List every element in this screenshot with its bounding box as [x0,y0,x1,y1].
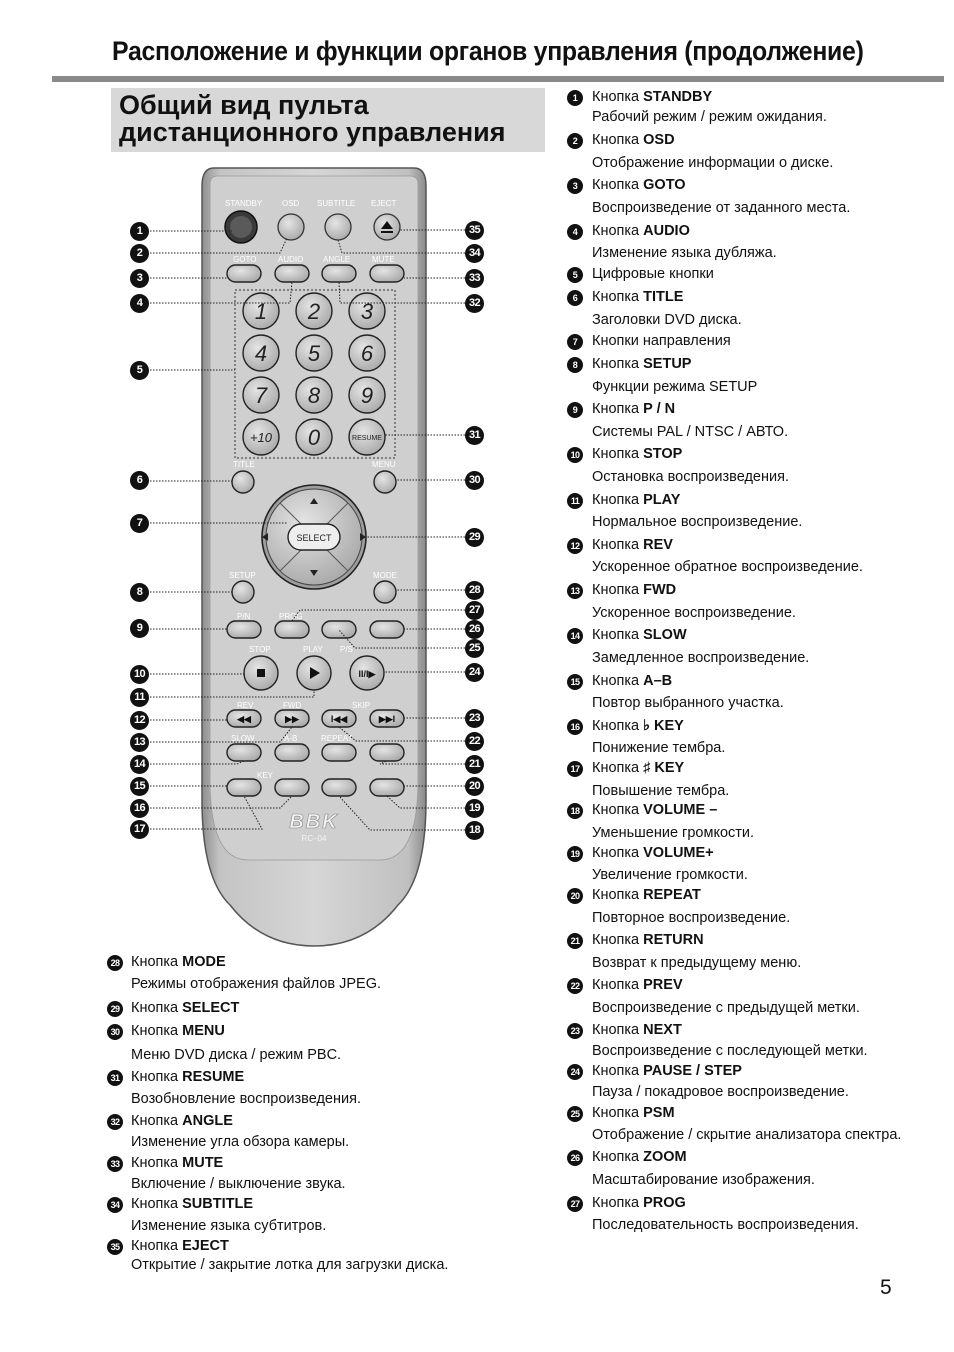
callout-28: 28 [465,581,484,600]
callout-9: 9 [130,619,149,638]
item-desc: Отображение / скрытие анализатора спектра. [592,1127,902,1143]
item-desc: Отображение информации о диске. [592,155,834,171]
item-number: 21 [567,933,583,949]
label-ab: A-B [284,734,298,743]
item-title: Кнопка ANGLE [131,1113,233,1129]
item-title: Кнопка P / N [592,401,676,417]
remote-illustration [112,160,492,950]
select-label: SELECT [296,533,332,543]
item-title: Кнопка SETUP [592,356,692,372]
item-number: 8 [567,357,583,373]
item-title: Кнопка MODE [131,954,226,970]
item-title: Кнопка TITLE [592,289,684,305]
item-title: Кнопка STANDBY [592,89,713,105]
item-title: Кнопка STOP [592,446,683,462]
label-eject: EJECT [371,199,397,208]
digit-3-label: 3 [360,299,374,324]
label-rev: REV [237,701,254,710]
digit-8-label: 8 [307,383,321,408]
fwd-icon: ▶▶ [285,714,299,724]
callout-16: 16 [130,799,149,818]
callout-35: 35 [465,221,484,240]
item-title: Кнопка RESUME [131,1069,245,1085]
item-title: Кнопка FWD [592,582,677,598]
item-number: 1 [567,90,583,106]
item-number: 26 [567,1150,583,1166]
item-number: 31 [107,1070,123,1086]
callout-3: 3 [130,269,149,288]
audio-button [275,265,309,282]
item-number: 20 [567,888,583,904]
page-number: 5 [880,1276,892,1299]
callout-17: 17 [130,820,149,839]
item-desc: Возврат к предыдущему меню. [592,955,802,971]
item-desc: Ускоренное обратное воспроизведение. [592,559,863,575]
item-number: 23 [567,1023,583,1039]
callout-5: 5 [130,361,149,380]
digit-4-label: 4 [254,341,268,366]
item-number: 19 [567,846,583,862]
title-button [232,471,254,493]
callout-30: 30 [465,471,484,490]
callout-33: 33 [465,269,484,288]
item-desc: Заголовки DVD диска. [592,312,742,328]
callout-13: 13 [130,733,149,752]
item-desc: Режимы отображения файлов JPEG. [131,976,382,992]
label-menu: MENU [372,460,396,469]
volume-minus-button [322,779,356,796]
item-number: 24 [567,1064,583,1080]
item-title: Кнопка SELECT [131,1000,240,1016]
item-desc: Понижение тембра. [592,740,726,756]
section-title-line-2: дистанционного управления [119,117,506,147]
page-title: Расположение и функции органов управления (продолжение) [112,36,864,66]
item-title: Кнопка PREV [592,977,683,993]
item-desc: Повышение тембра. [592,783,730,799]
item-title: Кнопка PLAY [592,492,681,508]
callout-32: 32 [465,294,484,313]
item-title: Кнопка NEXT [592,1022,682,1038]
prog-button [275,621,309,638]
item-desc: Нормальное воспроизведение. [592,514,803,530]
item-number: 18 [567,803,583,819]
item-number: 2 [567,133,583,149]
item-number: 7 [567,334,583,350]
item-desc: Возобновление воспроизведения. [131,1091,361,1107]
digit-9-label: 9 [360,383,374,408]
callout-27: 27 [465,601,484,620]
key-sharp-button [275,779,309,796]
slow-button [227,744,261,761]
item-desc: Уменьшение громкости. [592,825,755,841]
ab-button [275,744,309,761]
item-desc: Замедленное воспроизведение. [592,650,810,666]
item-title: Кнопка MUTE [131,1155,224,1171]
item-number: 32 [107,1114,123,1130]
item-title: Кнопка PSM [592,1105,675,1121]
item-number: 17 [567,761,583,777]
item-desc: Функции режима SETUP [592,379,758,395]
stop-icon [257,669,265,677]
callout-22: 22 [465,732,484,751]
item-number: 33 [107,1156,123,1172]
label-pause: P/S [340,645,353,654]
subtitle-button [325,214,351,240]
callout-18: 18 [465,821,484,840]
callout-25: 25 [465,639,484,658]
label-key: KEY [257,771,274,780]
item-desc: Включение / выключение звука. [131,1176,346,1192]
item-number: 15 [567,674,583,690]
digit-1-label: 1 [254,299,268,324]
item-title: Кнопка PAUSE / STEP [592,1063,742,1079]
item-desc: Масштабирование изображения. [592,1172,815,1188]
callout-20: 20 [465,777,484,796]
callout-31: 31 [465,426,484,445]
item-title: Кнопка SLOW [592,627,687,643]
item-title: Кнопка REPEAT [592,887,701,903]
item-title: Кнопка ♭ KEY [592,718,684,734]
prev-icon: I◀◀ [330,714,348,724]
item-title: Кнопка SUBTITLE [131,1196,254,1212]
label-goto: GOTO [233,255,257,264]
item-desc: Рабочий режим / режим ожидания. [592,109,827,125]
item-title: Кнопка EJECT [131,1238,229,1254]
item-number: 11 [567,493,583,509]
osd-button [278,214,304,240]
callout-10: 10 [130,665,149,684]
goto-button [227,265,261,282]
item-title: Кнопка GOTO [592,177,686,193]
item-desc: Изменение языка дубляжа. [592,245,777,261]
rev-icon: ◀◀ [237,714,251,724]
callout-7: 7 [130,514,149,533]
label-title: TITLE [233,460,255,469]
callout-23: 23 [465,709,484,728]
item-desc: Воспроизведение с последующей метки. [592,1043,868,1059]
digit-0-label: 0 [307,425,321,450]
label-repeat: REPEAT [321,734,353,743]
callout-2: 2 [130,244,149,263]
label-mute: MUTE [372,255,395,264]
item-title: Кнопка A–B [592,673,673,689]
item-desc: Изменение языка субтитров. [131,1218,327,1234]
digit-6-label: 6 [360,341,374,366]
item-desc: Воспроизведение с предыдущей метки. [592,1000,860,1016]
item-number: 5 [567,267,583,283]
item-title: Цифровые кнопки [592,266,714,282]
item-desc: Воспроизведение от заданного места. [592,200,851,216]
callout-24: 24 [465,663,484,682]
item-number: 34 [107,1197,123,1213]
digit-5-label: 5 [307,341,321,366]
callout-26: 26 [465,620,484,639]
item-number: 4 [567,224,583,240]
setup-button [232,581,254,603]
repeat-button [322,744,356,761]
section-heading-box [111,88,545,152]
item-title: Кнопка PROG [592,1195,686,1211]
callout-11: 11 [130,688,149,707]
item-title: Кнопка REV [592,537,673,553]
item-number: 12 [567,538,583,554]
item-desc: Повтор выбранного участка. [592,695,784,711]
item-desc: Меню DVD диска / режим PBC. [131,1047,342,1063]
callout-8: 8 [130,583,149,602]
callout-15: 15 [130,777,149,796]
callout-19: 19 [465,799,484,818]
item-number: 27 [567,1196,583,1212]
callout-1: 1 [130,222,149,241]
item-number: 16 [567,719,583,735]
item-number: 30 [107,1024,123,1040]
item-number: 22 [567,978,583,994]
item-title: Кнопка OSD [592,132,675,148]
key-flat-button [227,779,261,796]
resume-label: RESUME [352,435,382,442]
callout-12: 12 [130,711,149,730]
item-number: 9 [567,402,583,418]
item-number: 35 [107,1239,123,1255]
label-play: PLAY [303,645,323,654]
brand-logo: BBK [289,811,339,833]
callout-6: 6 [130,471,149,490]
item-title: Кнопка ♯ KEY [592,760,685,776]
label-stop: STOP [249,645,271,654]
digit-7-label: 7 [254,383,268,408]
callout-29: 29 [465,528,484,547]
label-osd: OSD [282,199,300,208]
zoom-button [370,621,404,638]
item-desc: Ускоренное воспроизведение. [592,605,796,621]
menu-button [374,471,396,493]
mode-button [374,581,396,603]
item-desc: Изменение угла обзора камеры. [131,1134,350,1150]
plus10-label: +10 [249,430,273,445]
item-number: 6 [567,290,583,306]
item-title: Кнопка AUDIO [592,223,690,239]
section-title-line-1: Общий вид пульта [119,90,369,120]
item-number: 3 [567,178,583,194]
label-slow: SLOW [231,734,255,743]
item-number: 10 [567,447,583,463]
item-desc: Повторное воспроизведение. [592,910,791,926]
label-angle: ANGLE [323,255,351,264]
psm-button [322,621,356,638]
item-number: 25 [567,1106,583,1122]
item-desc: Увеличение громкости. [592,867,748,883]
item-title: Кнопка VOLUME – [592,802,718,818]
label-standby: STANDBY [225,199,263,208]
label-audio: AUDIO [278,255,304,264]
pause-step-icon: II/I▶ [358,669,376,679]
callout-14: 14 [130,755,149,774]
item-desc: Открытие / закрытие лотка для загрузки диска. [131,1257,449,1273]
callout-21: 21 [465,755,484,774]
item-title: Кнопка MENU [131,1023,225,1039]
digit-2-label: 2 [307,299,321,324]
item-desc: Остановка воспроизведения. [592,469,789,485]
model-label: RC–04 [301,834,327,843]
next-icon: ▶▶I [378,714,396,724]
item-number: 14 [567,628,583,644]
item-desc: Пауза / покадровое воспроизведение. [592,1084,849,1100]
item-number: 29 [107,1001,123,1017]
item-title: Кнопка ZOOM [592,1149,687,1165]
angle-button [322,265,356,282]
pn-button [227,621,261,638]
volume-plus-button [370,779,404,796]
mute-button [370,265,404,282]
item-title: Кнопка RETURN [592,932,704,948]
section-title [119,92,506,146]
item-number: 28 [107,955,123,971]
title-rule [52,76,944,82]
callout-34: 34 [465,244,484,263]
label-skip: SKIP [352,701,371,710]
label-prog: PROG [279,612,303,621]
item-number: 13 [567,583,583,599]
item-title: Кнопка VOLUME+ [592,845,714,861]
callout-4: 4 [130,294,149,313]
item-desc: Последовательность воспроизведения. [592,1217,859,1233]
label-fwd: FWD [283,701,302,710]
label-mode: MODE [373,571,397,580]
label-subtitle: SUBTITLE [317,199,356,208]
label-pn: P/N [237,612,251,621]
return-button [370,744,404,761]
item-title: Кнопки направления [592,333,731,349]
label-setup: SETUP [229,571,256,580]
item-desc: Системы PAL / NTSC / АВТО. [592,424,789,440]
